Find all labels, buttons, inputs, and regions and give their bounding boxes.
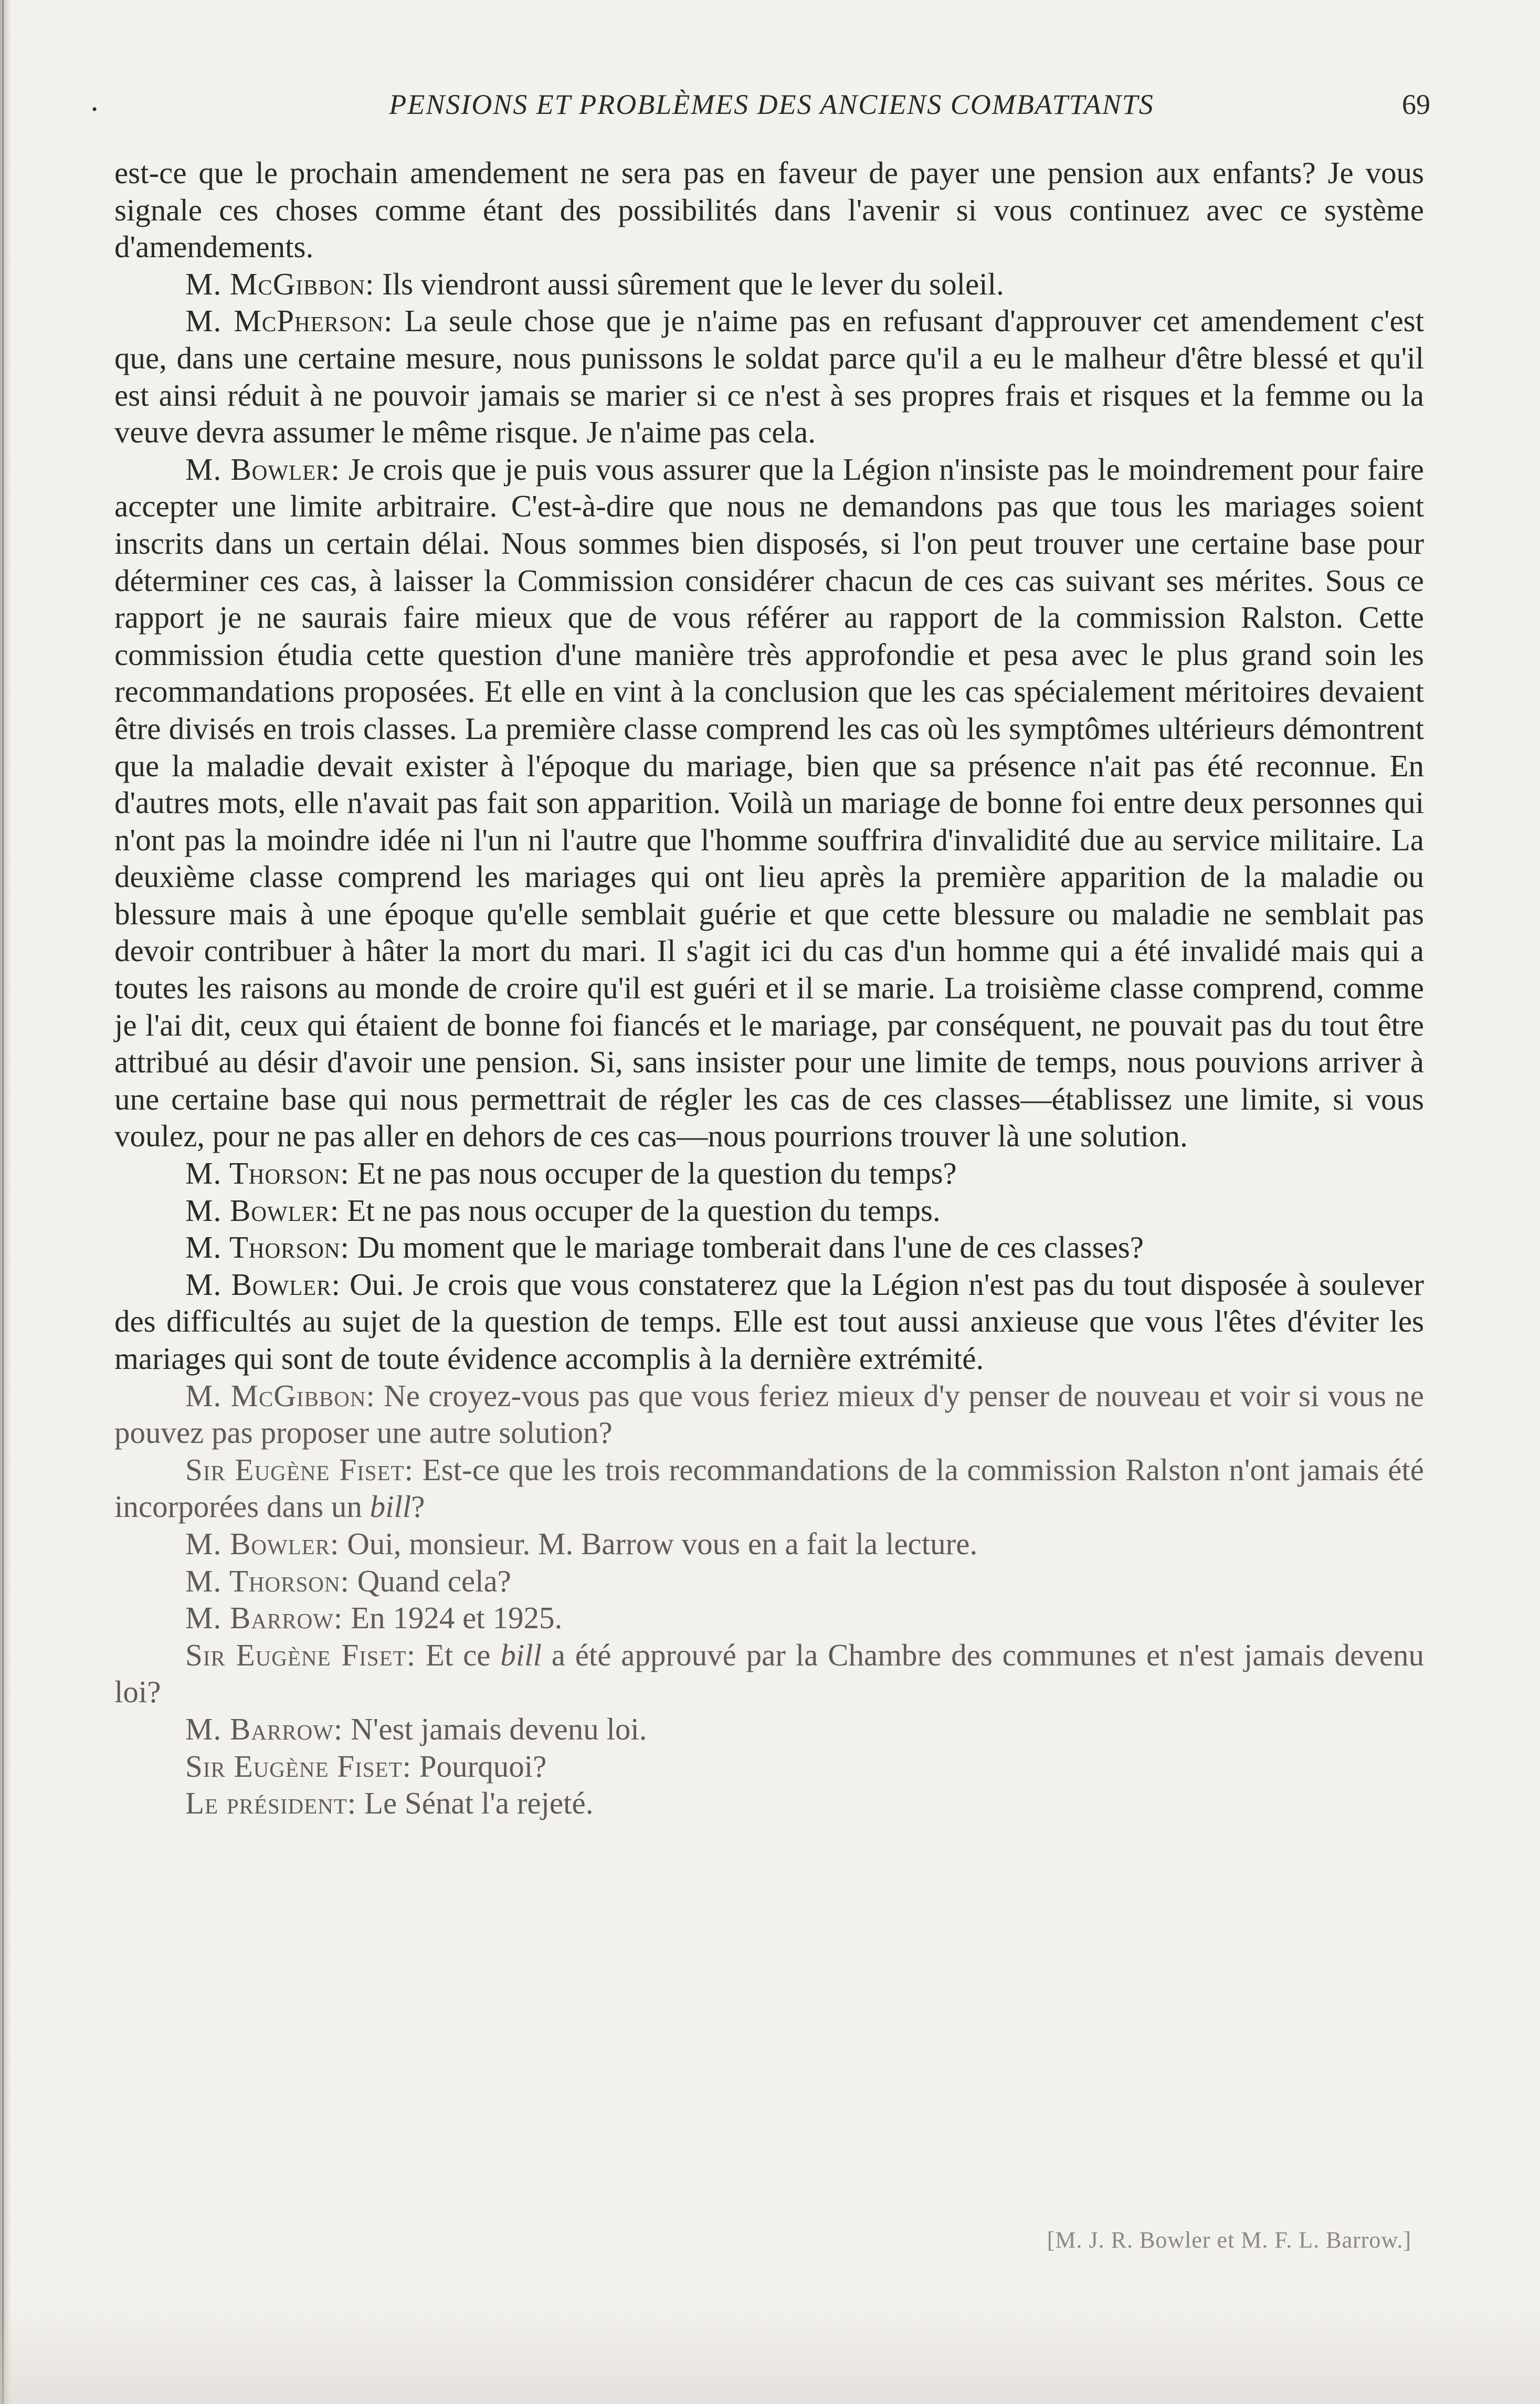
page-header [113, 88, 1430, 135]
speech-text: a été approuvé par la Chambre des communes et n'est jamais devenu loi? [114, 1637, 1424, 1710]
speech-text: Oui. Je crois que vous constaterez que la Légion n'est pas du tout disposée à soulever des difficultés au sujet de la question de temps. Elle est tout aussi anxieuse que vous l'êtes d'éviter les mariages qui sont de toute évidence accomplis à la dernière extrémité. [114, 1267, 1424, 1376]
speech-text: Quand cela? [349, 1563, 511, 1598]
speaker: M. Bowler: [185, 1267, 341, 1302]
speech-bowler [114, 1266, 1424, 1377]
speech-mcgibbon [114, 266, 1424, 303]
speech-text: La seule chose que je n'aime pas en refusant d'approuver cet amendement c'est que, dans une certaine mesure, nous punissons le soldat parce qu'il a eu le malheur d'être blessé et qu'il est ainsi réduit à ne pouvoir jamais se marier si ce n'est à ses propres frais et risques et la femme ou la veuve devra assumer le même risque. Je n'aime pas cela. [114, 303, 1424, 450]
speaker: Le président: [185, 1786, 357, 1821]
speech-bowler [114, 451, 1424, 1155]
speaker: Sir Eugène Fiset: [185, 1637, 416, 1672]
speech-thorson [114, 1563, 1424, 1600]
speech-text: Et ne pas nous occuper de la question du temps. [339, 1193, 941, 1228]
speaker: Sir Eugène Fiset: [185, 1452, 414, 1487]
speech-bowler [114, 1192, 1424, 1229]
speaker: Sir Eugène Fiset: [185, 1748, 412, 1784]
speaker: M. Thorson: [185, 1230, 350, 1265]
body-text [114, 154, 1424, 1822]
speech-text: Ne croyez-vous pas que vous feriez mieux d'y penser de nouveau et voir si vous ne pouvez pas proposer une autre solution? [114, 1378, 1424, 1450]
margin-dot: · [89, 92, 100, 126]
speaker: M. McGibbon: [185, 266, 375, 301]
binding-line [2, 0, 4, 2404]
speaker: M. McGibbon: [185, 1378, 375, 1413]
speech-text: Le Sénat l'a rejeté. [356, 1786, 594, 1821]
speech-mcpherson [114, 302, 1424, 450]
speaker: M. Bowler: [185, 1526, 340, 1561]
speech-text: ? [411, 1489, 425, 1524]
speaker: M. McPherson: [185, 303, 393, 339]
speech-text: Et ne pas nous occuper de la question du temps? [349, 1156, 957, 1191]
speech-fiset [114, 1451, 1424, 1525]
speech-text: Est-ce que les trois recommandations de la commission Ralston n'ont jamais été incorporées dans un [114, 1452, 1424, 1524]
speaker: M. Barrow: [185, 1711, 343, 1746]
speaker: M. Barrow: [185, 1600, 343, 1636]
speech-bowler [114, 1525, 1424, 1563]
speech-thorson [114, 1155, 1424, 1192]
running-head: PENSIONS ET PROBLÈMES DES ANCIENS COMBATTANTS [389, 89, 1154, 120]
speech-text: Pourquoi? [412, 1748, 547, 1784]
speech-barrow [114, 1711, 1424, 1748]
speech-text: N'est jamais devenu loi. [343, 1711, 647, 1746]
speech-text: Je crois que je puis vous assurer que la Légion n'insiste pas le moindrement pour faire accepter une limite arbitraire. C'est-à-dire que nous ne demandons pas que tous les mariages soient inscrits dans un certain délai. Nous sommes bien disposés, si l'on peut trouver une certaine base pour déterminer ces cas, à laisser la Commission considérer chacun de ces cas suivant ses mérites. Sous ce rapport je ne saurais faire mieux que de vous référer au rapport de la commission Ralston. Cette commission étudia cette question d'une manière très approfondie et pesa avec le plus grand soin les recommandations proposées. Et elle en vint à la conclusion que les cas spécialement méritoires devaient être divisés en trois classes. La première classe comprend les cas où les symptômes ultérieurs démontrent que la maladie devait exister à l'époque du mariage, bien que sa présence n'ait pas été reconnue. En d'autres mots, elle n'avait pas fait son apparition. Voilà un mariage de bonne foi entre deux personnes qui n'ont pas la moindre idée ni l'un ni l'autre que l'homme souffrira d'invalidité due au service militaire. La deuxième classe comprend les mariages qui ont lieu après la première apparition de la maladie ou blessure mais à une époque qu'elle semblait guérie et que cette blessure ou maladie ne semblait pas devoir contribuer à hâter la mort du mari. Il s'agit ici du cas d'un homme qui a été invalidé mais qui a toutes les raisons au monde de croire qu'il est guéri et il se marie. La troisième classe comprend, comme je l'ai dit, ceux qui étaient de bonne foi fiancés et le mariage, par conséquent, ne pouvait pas du tout être attribué au désir d'avoir une pension. Si, sans insister pour une limite de temps, nous pouvions arriver à une certaine base qui nous permettrait de régler les cas de ces classes—établissez une limite, si vous voulez, pour ne pas aller en dehors de ces cas—nous pourrions trouver là une solution. [114, 451, 1424, 1154]
speech-barrow [114, 1599, 1424, 1637]
paragraph-continued [114, 154, 1424, 266]
speech-fiset [114, 1637, 1424, 1711]
speech-fiset [114, 1748, 1424, 1785]
paper-shade [0, 2304, 1540, 2404]
page-number: 69 [1402, 89, 1430, 120]
speech-president [114, 1785, 1424, 1822]
speech-text: Ils viendront aussi sûrement que le lever du soleil. [374, 266, 1004, 301]
speech-emphasis: bill [370, 1489, 412, 1524]
speaker: M. Bowler: [185, 1193, 340, 1228]
speaker-credit: [M. J. R. Bowler et M. F. L. Barrow.] [1047, 2227, 1411, 2253]
speaker: M. Bowler: [185, 451, 340, 487]
speech-thorson [114, 1229, 1424, 1266]
speaker: M. Thorson: [185, 1156, 350, 1191]
speech-text: Et ce [416, 1637, 501, 1672]
speech-text: Du moment que le mariage tomberait dans l'une de ces classes? [349, 1230, 1144, 1265]
speech-emphasis: bill [500, 1637, 542, 1672]
paragraph-text: est-ce que le prochain amendement ne sera pas en faveur de payer une pension aux enfants? Je vous signale ces choses comme étant des possibilités dans l'avenir si vous continuez avec ce système d'amendements. [114, 155, 1424, 265]
speech-mcgibbon [114, 1377, 1424, 1451]
speaker: M. Thorson: [185, 1563, 350, 1598]
speech-text: En 1924 et 1925. [343, 1600, 563, 1636]
speech-text: Oui, monsieur. M. Barrow vous en a fait la lecture. [339, 1526, 978, 1561]
